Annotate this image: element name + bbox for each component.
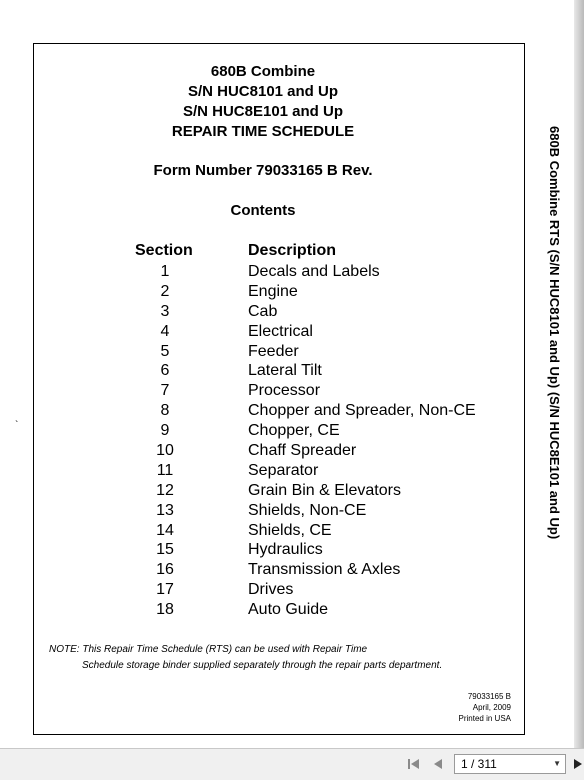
note-line-1: NOTE: This Repair Time Schedule (RTS) can be used with Repair Time <box>49 644 368 655</box>
toc-header-section: Section <box>135 242 193 259</box>
toc-section-description: Decals and Labels <box>248 263 380 280</box>
footer-date: April, 2009 <box>472 703 511 712</box>
next-page-icon[interactable] <box>572 756 584 772</box>
toc-section-description: Cab <box>248 302 278 320</box>
chevron-down-icon: ▼ <box>553 759 561 768</box>
toc-section-number: 12 <box>156 481 174 499</box>
toc-section-description: Chopper and Spreader, Non-CE <box>248 402 476 420</box>
toc-header-description: Description <box>248 242 337 259</box>
toc-section-number: 17 <box>156 581 174 599</box>
toc-section-number: 13 <box>156 501 174 519</box>
toc-row <box>120 262 500 282</box>
toc-row <box>120 361 500 381</box>
toc-row <box>120 401 500 421</box>
note-line-2: Schedule storage binder supplied separately through the repair parts department. <box>82 660 443 671</box>
stray-mark: ` <box>15 420 19 431</box>
toc-section-number: 1 <box>160 263 170 280</box>
toc-section-number: 9 <box>160 422 170 440</box>
toc-section-description: Shields, CE <box>248 521 332 539</box>
toc-row <box>120 421 500 441</box>
toc-section-number: 15 <box>156 541 174 559</box>
toc-row <box>120 600 500 620</box>
toc-row <box>120 441 500 461</box>
toc-row <box>120 282 500 302</box>
toc-section-description: Drives <box>248 581 294 599</box>
toc-section-number: 16 <box>156 561 174 579</box>
toc-row <box>120 560 500 580</box>
toc-section-number: 7 <box>160 382 170 400</box>
footer-printed: Printed in USA <box>458 714 511 723</box>
footer-form-code: 79033165 B <box>467 692 511 701</box>
toc-section-description: Chopper, CE <box>248 422 340 440</box>
title-line-4: REPAIR TIME SCHEDULE <box>171 123 355 140</box>
toc-row <box>120 481 500 501</box>
toc-row <box>120 381 500 401</box>
toc-section-number: 10 <box>156 442 174 460</box>
toc-row <box>120 540 500 560</box>
toc-section-number: 5 <box>160 342 170 360</box>
title-line-1: 680B Combine <box>210 63 316 80</box>
toc-row <box>120 461 500 481</box>
first-page-icon[interactable] <box>406 756 422 772</box>
toc-section-number: 3 <box>160 302 170 320</box>
toc-section-number: 6 <box>160 362 170 380</box>
table-of-contents <box>120 262 500 620</box>
toc-row <box>120 521 500 541</box>
toc-section-number: 2 <box>160 282 170 300</box>
toc-section-number: 8 <box>160 402 170 420</box>
toc-section-number: 11 <box>156 461 174 479</box>
previous-page-icon[interactable] <box>430 756 446 772</box>
toc-section-description: Feeder <box>248 342 299 360</box>
toc-section-description: Lateral Tilt <box>248 362 322 380</box>
toc-section-description: Electrical <box>248 322 313 340</box>
toc-section-description: Separator <box>248 461 319 479</box>
toc-section-description: Engine <box>248 282 298 300</box>
title-line-3: S/N HUC8E101 and Up <box>182 103 344 120</box>
toc-section-description: Chaff Spreader <box>248 442 357 460</box>
toc-row <box>120 302 500 322</box>
toc-section-number: 18 <box>156 601 174 619</box>
toc-section-description: Processor <box>248 382 321 400</box>
page-number-select[interactable] <box>454 754 566 774</box>
toc-section-number: 14 <box>156 521 174 539</box>
page-indicator: 1 / 311 <box>461 757 497 771</box>
toc-row <box>120 501 500 521</box>
contents-heading: Contents <box>230 202 296 219</box>
toc-section-description: Auto Guide <box>248 601 329 619</box>
toc-section-description: Transmission & Axles <box>248 561 401 579</box>
title-line-2: S/N HUC8101 and Up <box>187 83 339 100</box>
toc-row <box>120 580 500 600</box>
toc-section-description: Hydraulics <box>248 541 323 559</box>
viewer-toolbar <box>0 748 584 780</box>
form-number: Form Number 79033165 B Rev. <box>153 162 373 179</box>
toc-section-description: Grain Bin & Elevators <box>248 481 401 499</box>
toc-row <box>120 342 500 362</box>
toc-row <box>120 322 500 342</box>
spine-label <box>544 126 562 540</box>
toc-section-description: Shields, Non-CE <box>248 501 367 519</box>
spine-text: 680B Combine RTS (S/N HUC8101 and Up) (S/N HUC8E101 and Up) <box>547 126 562 540</box>
toc-section-number: 4 <box>160 322 170 340</box>
page-edge-shadow <box>574 0 584 748</box>
